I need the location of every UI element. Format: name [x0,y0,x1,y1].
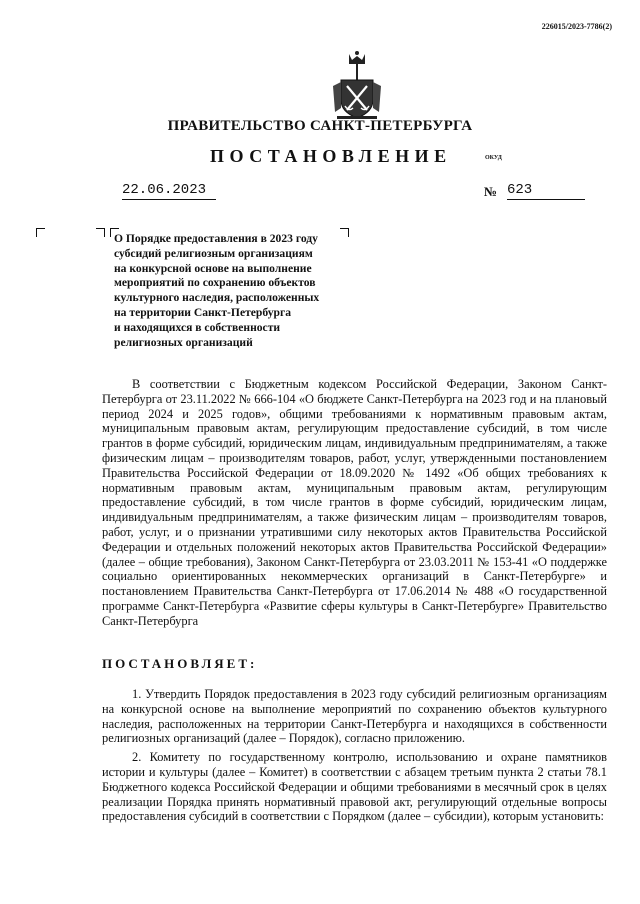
title-line: и находящихся в собственности [114,320,281,334]
number-label: № [484,184,498,199]
document-title [114,232,354,350]
document-date: 22.06.2023 [122,182,216,200]
document-registration-number: 226015/2023-7786(2) [541,22,612,31]
issuing-authority: ПРАВИТЕЛЬСТВО САНКТ-ПЕТЕРБУРГА [167,118,473,134]
preamble-section [102,377,607,629]
resolution-item-2: 2. Комитету по государственному контролю, использованию и охране памятников истории и культуры (далее – Комитет) в соответствии с абзацем третьим пункта 2 статьи 78.1 Бюджетного кодекса Российской Федерации и общими требованиями в месячный срок в целях реализации Порядка принять нормативный правовой акт, регулирующий отдельные вопросы предоставления субсидий в соответствии с Порядком (далее – субсидии), которым установить: [102,750,607,824]
document-type-heading: ПОСТАНОВЛЕНИЕ [210,146,452,166]
title-line: культурного наследия, расположенных [114,291,320,305]
corner-bracket-left-end [96,228,105,237]
resolution-item-1: 1. Утвердить Порядок предоставления в 2023 году субсидий религиозным организациям на конкурсной основе на выполнение мероприятий по сохранению объектов культурного наследия, расположенных на территории Санкт-Петербурга и находящихся в собственности религиозных организаций (далее – Порядок), согласно приложению. [102,687,607,746]
resolution-items [102,687,607,828]
corner-bracket-left [36,228,45,237]
title-line: субсидий религиозным организациям [114,246,313,260]
title-line: мероприятий по сохранению объектов [114,276,316,290]
resolves-heading: ПОСТАНОВЛЯЕТ: [102,656,258,671]
title-line: на территории Санкт-Петербурга [114,305,292,319]
okud-mark: ОКУД [485,155,502,161]
coat-of-arms-emblem [329,50,385,124]
title-line: религиозных организаций [114,335,253,349]
title-line: О Порядке предоставления в 2023 году [114,232,318,245]
document-number: 623 [507,182,585,200]
title-line: на конкурсной основе на выполнение [114,261,312,275]
preamble-paragraph: В соответствии с Бюджетным кодексом Российской Федерации, Законом Санкт-Петербурга от 23.11.2022 № 666-104 «О бюджете Санкт-Петербурга на 2023 год и на плановый период 2024 и 2025 годов», общими требованиями к нормативным правовым актам, муниципальным правовым актам, регулирующим предоставление субсидий, в том числе грантов в форме субсидий, юридическим лицам, индивидуальным предпринимателям, а также физическим лицам – производителям товаров, работ, услуг, утвержденными постановлением Правительства Российской Федерации от 18.09.2020 № 1492 «Об общих требованиях к нормативным правовым актам, муниципальным правовым актам, регулирующим предоставление субсидий, в том числе грантов в форме субсидий, юридическим лицам, индивидуальным предпринимателям, а также физическим лицам – производителям товаров, работ, услуг, и о признании утратившими силу некоторых актов Правительства Российской Федерации и отдельных положений некоторых актов Правительства Российской Федерации» (далее – общие требования), Законом Санкт-Петербурга от 23.03.2011 № 153-41 «О поддержке социально ориентированных некоммерческих организаций в Санкт-Петербурге» и постановлением Правительства Санкт-Петербурга от 17.06.2014 № 488 «О государственной программе Санкт-Петербурга «Развитие сферы культуры в Санкт-Петербурге» Правительство Санкт-Петербурга [102,377,607,628]
